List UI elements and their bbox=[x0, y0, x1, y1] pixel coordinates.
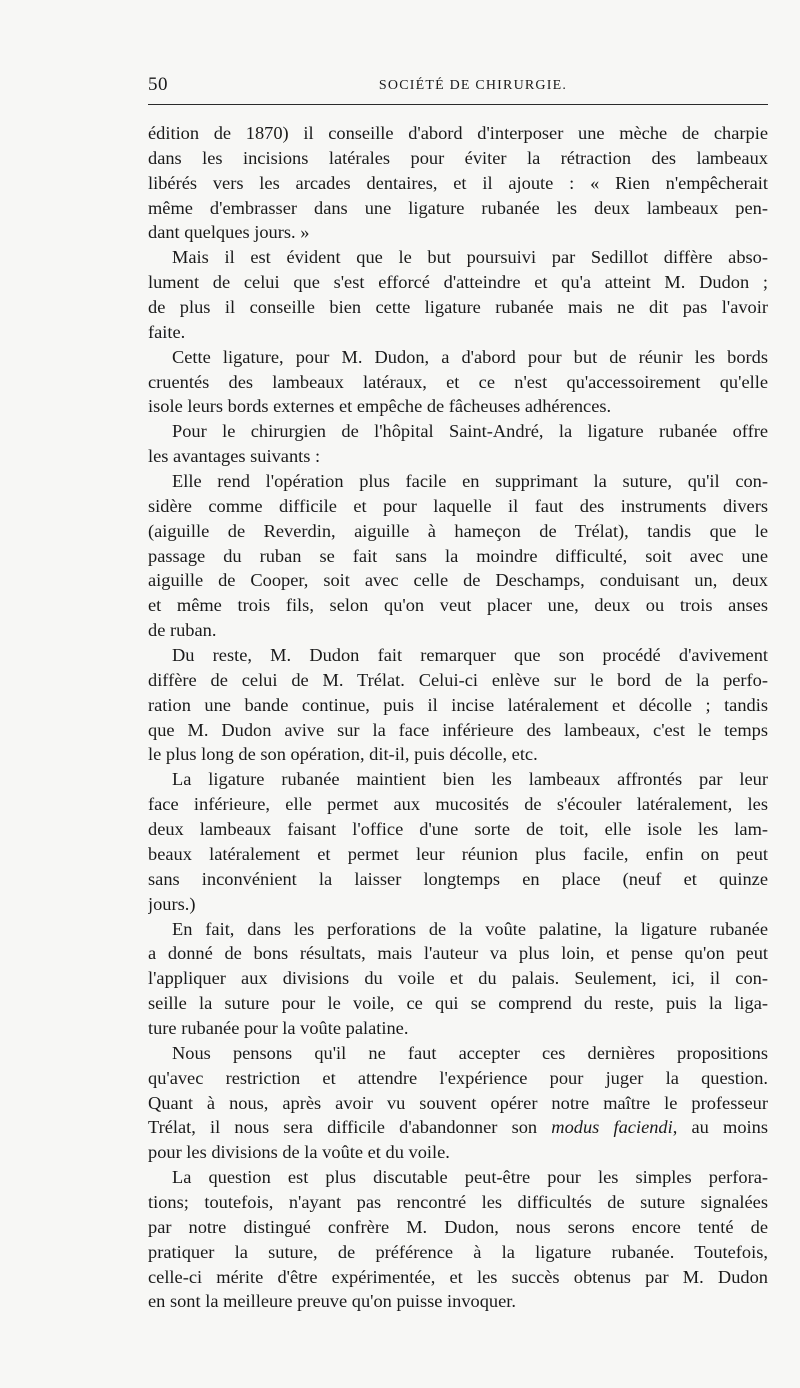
text-line: a donné de bons résultats, mais l'auteur va plus loin, et pense qu'on peut bbox=[148, 943, 768, 964]
text-line: libérés vers les arcades dentaires, et il ajoute : « Rien n'empêcherait bbox=[148, 172, 768, 193]
text-line: Nous pensons qu'il ne faut accepter ces dernières propositions bbox=[172, 1042, 768, 1063]
text-line: celle-ci mérite d'être expérimentée, et les succès obtenus par M. Dudon bbox=[148, 1266, 768, 1287]
text-line: ration une bande continue, puis il incise latéralement et décolle ; tandis bbox=[148, 694, 768, 715]
text-line: Mais il est évident que le but poursuivi par Sedillot diffère abso- bbox=[172, 247, 768, 268]
text-line: lument de celui que s'est efforcé d'atteindre et qu'a atteint M. Dudon ; bbox=[148, 272, 768, 293]
page-number: 50 bbox=[148, 74, 168, 95]
text-segment: , au moins bbox=[672, 1117, 768, 1138]
text-line: pour les divisions de la voûte et du voile. bbox=[148, 1142, 450, 1163]
text-line: faite. bbox=[148, 321, 186, 342]
text-line: tions; toutefois, n'ayant pas rencontré les difficultés de suture signalées bbox=[148, 1191, 768, 1212]
text-line: cruentés des lambeaux latéraux, et ce n'est qu'accessoirement qu'elle bbox=[148, 371, 768, 392]
text-line bbox=[148, 1115, 768, 1140]
text-line: le plus long de son opération, dit-il, puis décolle, etc. bbox=[148, 744, 538, 765]
text-line: Elle rend l'opération plus facile en supprimant la suture, qu'il con- bbox=[172, 471, 768, 492]
text-line: La ligature rubanée maintient bien les lambeaux affrontés par leur bbox=[172, 769, 768, 790]
text-line: édition de 1870) il conseille d'abord d'interposer une mèche de charpie bbox=[148, 123, 768, 143]
text-line: jours.) bbox=[148, 893, 196, 914]
text-line: sans inconvénient la laisser longtemps en place (neuf et quinze bbox=[148, 868, 768, 889]
text-line: et même trois fils, selon qu'on veut placer une, deux ou trois anses bbox=[148, 595, 768, 616]
text-line: Pour le chirurgien de l'hôpital Saint-André, la ligature rubanée offre bbox=[172, 421, 768, 442]
text-line: seille la suture pour le voile, ce qui se comprend du reste, puis la liga- bbox=[148, 993, 768, 1014]
text-segment: Trélat, il nous sera difficile d'abandonner son bbox=[148, 1117, 552, 1138]
text-line: isole leurs bords externes et empêche de fâcheuses adhérences. bbox=[148, 396, 612, 417]
text-line: en sont la meilleure preuve qu'on puisse invoquer. bbox=[148, 1291, 516, 1312]
text-line: pratiquer la suture, de préférence à la ligature rubanée. Toutefois, bbox=[148, 1241, 768, 1262]
text-line: La question est plus discutable peut-être pour les simples perfora- bbox=[172, 1167, 768, 1188]
text-line: beaux latéralement et permet leur réunion plus facile, enfin on peut bbox=[148, 843, 768, 864]
body-text bbox=[148, 121, 768, 1314]
text-line: l'appliquer aux divisions du voile et du palais. Seulement, ici, il con- bbox=[148, 968, 768, 989]
text-line: En fait, dans les perforations de la voûte palatine, la ligature rubanée bbox=[172, 918, 768, 939]
text-line: aiguille de Cooper, soit avec celle de Deschamps, conduisant un, deux bbox=[148, 570, 768, 591]
text-line: par notre distingué confrère M. Dudon, nous serons encore tenté de bbox=[148, 1216, 768, 1237]
text-line: (aiguille de Reverdin, aiguille à hameçon de Trélat), tandis que le bbox=[148, 520, 768, 541]
text-line: face inférieure, elle permet aux mucosités de s'écouler latéralement, les bbox=[148, 794, 768, 815]
text-line: sidère comme difficile et pour laquelle il faut des instruments divers bbox=[148, 495, 768, 516]
italic-phrase: modus faciendi bbox=[551, 1117, 673, 1138]
text-line: diffère de celui de M. Trélat. Celui-ci enlève sur le bord de la perfo- bbox=[148, 669, 768, 690]
text-line: dant quelques jours. » bbox=[148, 222, 310, 243]
text-line: Du reste, M. Dudon fait remarquer que son procédé d'avivement bbox=[172, 645, 768, 666]
header-rule bbox=[148, 104, 768, 105]
text-line: qu'avec restriction et attendre l'expérience pour juger la question. bbox=[148, 1067, 768, 1088]
text-line: ture rubanée pour la voûte palatine. bbox=[148, 1017, 409, 1038]
text-line: Cette ligature, pour M. Dudon, a d'abord pour but de réunir les bords bbox=[172, 346, 768, 367]
text-line: Quant à nous, après avoir vu souvent opérer notre maître le professeur bbox=[148, 1092, 768, 1113]
text-line: deux lambeaux faisant l'office d'une sorte de toit, elle isole les lam- bbox=[148, 819, 768, 840]
running-head: SOCIÉTÉ DE CHIRURGIE. bbox=[378, 78, 568, 93]
text-line: de plus il conseille bien cette ligature rubanée mais ne dit pas l'avoir bbox=[148, 297, 768, 318]
text-line: de ruban. bbox=[148, 620, 217, 641]
text-line: passage du ruban se fait sans la moindre difficulté, soit avec une bbox=[148, 545, 768, 566]
page-header bbox=[148, 74, 768, 100]
text-line: dans les incisions latérales pour éviter la rétraction des lambeaux bbox=[148, 147, 768, 168]
text-line: même d'embrasser dans une ligature rubanée les deux lambeaux pen- bbox=[148, 197, 768, 218]
text-line: les avantages suivants : bbox=[148, 446, 321, 467]
text-line: que M. Dudon avive sur la face inférieure des lambeaux, c'est le temps bbox=[148, 719, 768, 740]
